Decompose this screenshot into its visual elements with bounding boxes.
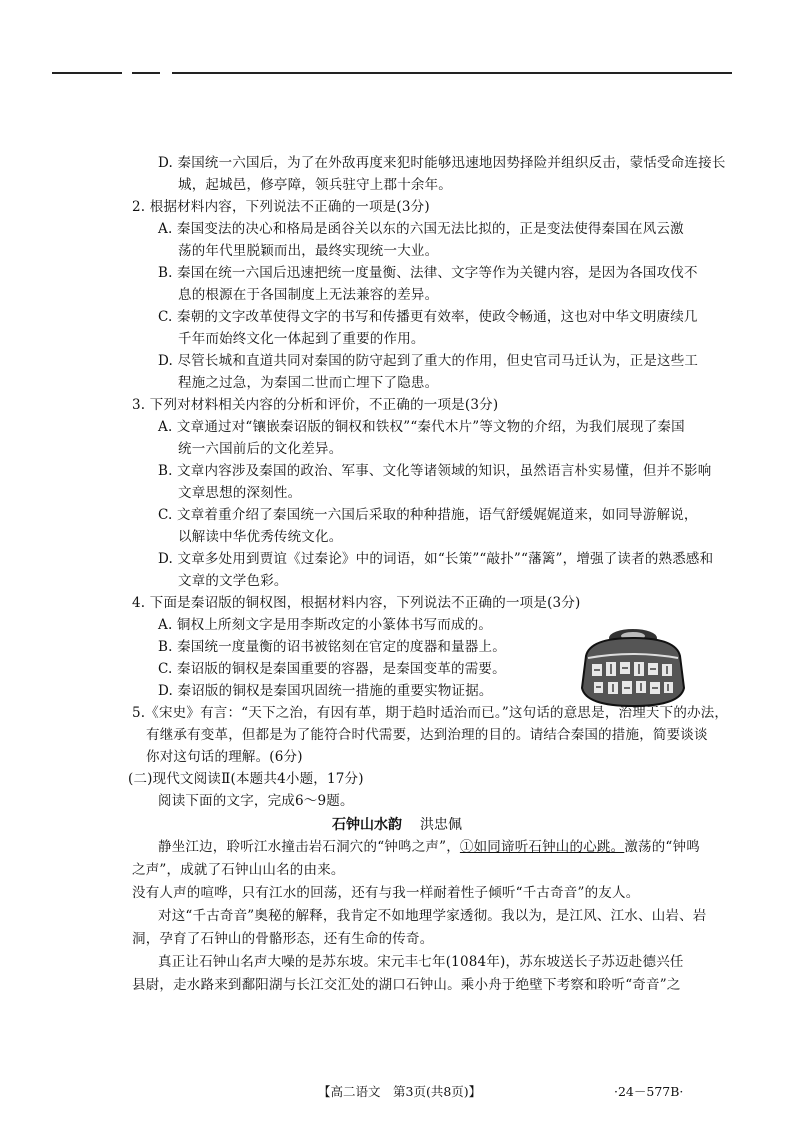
page-footer: 【高二语文 第3页(共8页)】 xyxy=(318,1084,482,1099)
essay-p1-line2: 之声”，成就了石钟山山名的由来。 xyxy=(132,862,345,878)
q2-option-a-line2: 荡的年代里脱颖而出，最终实现统一大业。 xyxy=(178,243,439,259)
section2-instruction: 阅读下面的文字，完成6～9题。 xyxy=(158,793,354,809)
q3-option-d-line2: 文章的文学色彩。 xyxy=(178,573,288,589)
q2-option-b-line2: 息的根源在于各国制度上无法兼容的差异。 xyxy=(178,287,439,303)
essay-p3-line2: 洞，孕育了石钟山的骨骼形态，还有生命的传奇。 xyxy=(132,931,434,947)
essay-p1-line1 xyxy=(158,838,700,856)
q2-option-b-line1: B. 秦国在统一六国后迅速把统一度量衡、法律、文字等作为关键内容，是因为各国攻伐不 xyxy=(158,265,698,281)
q3-option-b-line2: 文章思想的深刻性。 xyxy=(178,485,302,501)
essay-p1-underlined: ①如同谛听石钟山的心跳。 xyxy=(459,839,625,855)
essay-p4-line1: 真正让石钟山名声大噪的是苏东坡。宋元丰七年(1084年)，苏东坡送长子苏迈赴德兴任 xyxy=(158,954,684,970)
q2-option-d-line1: D. 尽管长城和直道共同对秦国的防守起到了重大的作用，但史官司马迁认为，正是这些工 xyxy=(158,353,699,369)
q4-option-d: D. 秦诏版的铜权是秦国巩固统一措施的重要实物证据。 xyxy=(158,683,493,699)
essay-p2: 没有人声的喧哗，只有江水的回荡，还有与我一样耐着性子倾听“千古奇音”的友人。 xyxy=(132,885,640,901)
q4-option-c: C. 秦诏版的铜权是秦国重要的容器，是秦国变革的需要。 xyxy=(158,661,506,677)
q5-line3: 你对这句话的理解。(6分) xyxy=(146,749,303,765)
q3-option-a-line2: 统一六国前后的文化差异。 xyxy=(178,441,343,457)
q3-option-c-line1: C. 文章着重介绍了秦国统一六国后采取的种种措施，语气舒缓娓娓道来，如同导游解说， xyxy=(158,507,698,523)
q2-stem: 2. 根据材料内容，下列说法不正确的一项是(3分) xyxy=(132,199,430,215)
q3-option-a-line1: A. 文章通过对“镶嵌秦诏版的铜权和铁权”“秦代木片”等文物的介绍，为我们展现了秦国 xyxy=(158,419,685,435)
essay-p4-line2: 县尉，走水路来到鄱阳湖与长江交汇处的湖口石钟山。乘小舟于绝壁下考察和聆听“奇音”之 xyxy=(132,977,681,993)
q1-option-d-line1: D. 秦国统一六国后，为了在外敌再度来犯时能够迅速地因势择险并组织反击，蒙恬受命连接长 xyxy=(158,155,726,171)
bronze-weight-icon xyxy=(574,622,692,710)
section2-heading: (二)现代文阅读Ⅱ(本题共4小题，17分) xyxy=(128,771,364,787)
q5-line2: 有继承有变革，但都是为了能符合时代需要，达到治理的目的。请结合秦国的措施，简要谈谈 xyxy=(146,727,708,743)
essay-title: 石钟山水韵 xyxy=(332,817,402,833)
exam-code: ·24－577B· xyxy=(614,1084,684,1099)
q4-option-a: A. 铜权上所刻文字是用李斯改定的小篆体书写而成的。 xyxy=(158,617,493,633)
q4-stem: 4. 下面是秦诏版的铜权图，根据材料内容，下列说法不正确的一项是(3分) xyxy=(132,595,581,611)
q4-option-b: B. 秦国统一度量衡的诏书被铭刻在官定的度器和量器上。 xyxy=(158,639,506,655)
essay-title-block xyxy=(0,814,794,834)
q3-option-d-line1: D. 文章多处用到贾谊《过秦论》中的词语，如“长策”“敲扑”“藩篱”，增强了读者的熟悉感和 xyxy=(158,551,714,567)
q5-line1: 5.《宋史》有言：“天下之治，有因有革，期于趋时适治而已。”这句话的意思是，治理天下的办法， xyxy=(132,705,729,721)
q1-option-d-line2: 城，起城邑，修亭障，领兵驻守上郡十余年。 xyxy=(178,177,452,193)
essay-p3-line1: 对这“千古奇音”奥秘的解释，我肯定不如地理学家透彻。我以为，是江风、江水、山岩、岩 xyxy=(158,908,707,924)
q2-option-a-line1: A. 秦国变法的决心和格局是函谷关以东的六国无法比拟的，正是变法使得秦国在风云激 xyxy=(158,221,684,237)
q2-option-c-line1: C. 秦朝的文字改革使得文字的书写和传播更有效率，使政令畅通，这也对中华文明赓续几 xyxy=(158,309,698,325)
essay-p1-text: 静坐江边，聆听江水撞击岩石洞穴的“钟鸣之声”， xyxy=(158,839,460,855)
essay-p1-text-after: 激荡的“钟鸣 xyxy=(624,839,700,855)
q3-option-b-line1: B. 文章内容涉及秦国的政治、军事、文化等诸领域的知识，虽然语言朴实易懂，但并不影响 xyxy=(158,463,712,479)
essay-author: 洪忠佩 xyxy=(420,817,462,833)
q2-option-c-line2: 千年而始终文化一体起到了重要的作用。 xyxy=(178,331,425,347)
q3-stem: 3. 下列对材料相关内容的分析和评价，不正确的一项是(3分) xyxy=(132,397,499,413)
q2-option-d-line2: 程施之过急，为秦国二世而亡埋下了隐患。 xyxy=(178,375,439,391)
q3-option-c-line2: 以解读中华优秀传统文化。 xyxy=(178,529,343,545)
